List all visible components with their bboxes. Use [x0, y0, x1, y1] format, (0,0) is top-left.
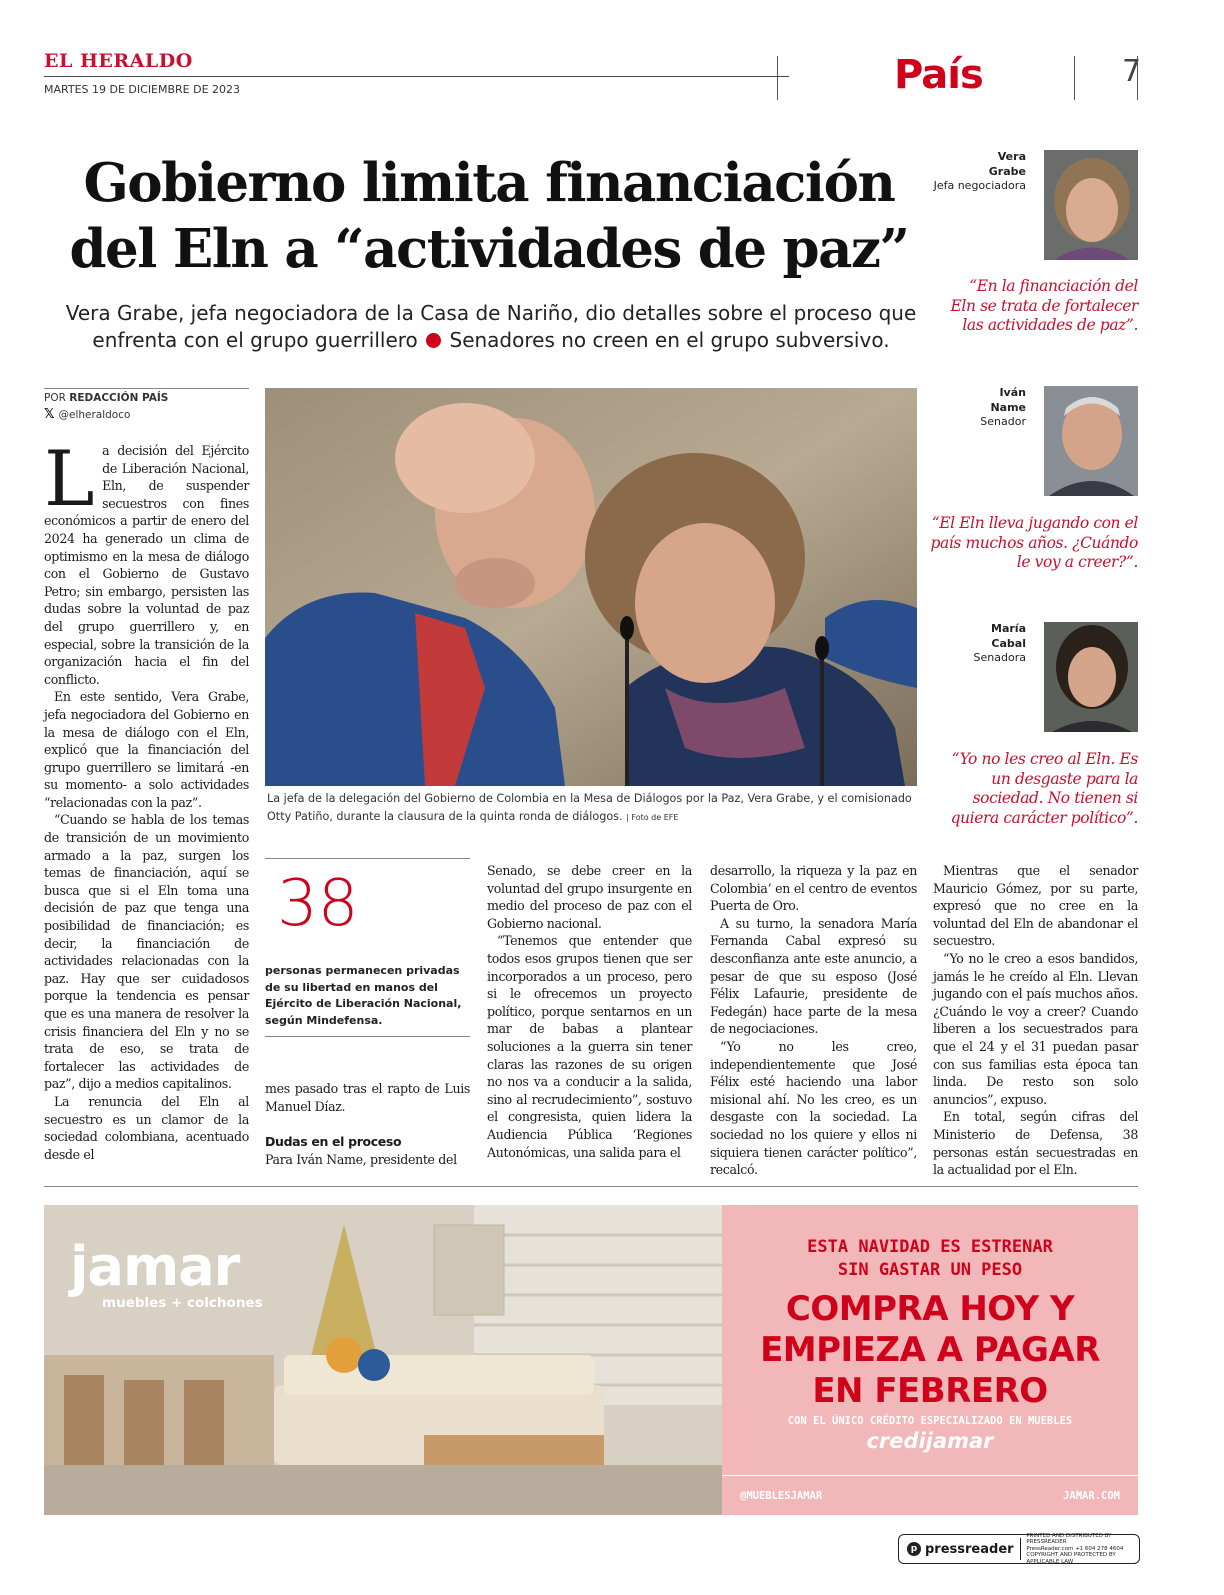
byline-author: REDACCIÓN PAÍS: [69, 392, 169, 404]
ad-social-handle[interactable]: @MUEBLESJAMAR: [740, 1490, 823, 1502]
pull-quote: “Yo no les creo al Eln. Es un desgaste para la sociedad. No tienen si quiera carácter político”.: [950, 750, 1138, 827]
pull-quote: “El Eln lleva jugando con el país muchos años. ¿Cuándo le voy a creer?”.: [930, 514, 1138, 571]
paragraph: mes pasado tras el rapto de Luis Manuel Díaz.: [265, 1081, 470, 1114]
paragraph: La renuncia del Eln al secuestro es un clamor de la sociedad colombiana, acentuado desde el: [44, 1093, 249, 1162]
paragraph: En total, según cifras del Ministerio de Defensa, 38 personas están secuestradas en la actualidad por el Eln.: [933, 1109, 1138, 1178]
profile-name: [934, 150, 1026, 194]
pressreader-logo: [907, 1542, 1014, 1557]
section-rule: [44, 1186, 1138, 1187]
profile-first-name: Vera: [997, 150, 1026, 163]
masthead-divider: [1137, 56, 1138, 100]
portrait-photo: [1044, 386, 1138, 496]
paragraph: En este sentido, Vera Grabe, jefa negociadora del Gobierno en la mesa de diálogo con el Eln, explicó que la financiación del grupo guerrillero se limitará -en su momento- a solo actividades “relacionadas con la paz”.: [44, 689, 249, 810]
masthead-divider: [1074, 56, 1075, 100]
photo-caption: La jefa de la delegación del Gobierno de Colombia en la Mesa de Diálogos por la Paz, Vera Grabe, y el comisionado Otty Patiño, durante la clausura de la quinta ronda de diálogos. | Foto de EFE: [267, 792, 912, 823]
pressreader-line: COPYRIGHT AND PROTECTED BY APPLICABLE LAW: [1026, 1552, 1116, 1565]
ad-image: [44, 1205, 722, 1515]
byline: [44, 388, 249, 422]
profile-name: [974, 622, 1026, 666]
main-photo: [265, 388, 917, 786]
profile-name: [980, 386, 1026, 430]
profile-last-name: Name: [990, 400, 1026, 414]
deck: [36, 300, 946, 354]
fact-number: 38: [277, 867, 359, 941]
credijamar-logo: credijamar: [866, 1429, 994, 1453]
paragraph: “Yo no le creo a esos bandidos, jamás le he creído al Eln. Llevan jugando con el país muchos años. ¿Cuándo le voy a creer? Cuando liberen a los secuestrados para que el 24 y el 31 puedan pasar con sus familias esta época tan linda. De resto son solo anuncios”, expuso.: [933, 950, 1138, 1107]
fact-box: [265, 858, 470, 1029]
ad-line: SIN GASTAR UN PESO: [837, 1260, 1023, 1280]
paragraph: Senado, se debe creer en la voluntad del grupo insurgente en medio del proceso de paz con el Gobierno nacional.: [487, 863, 692, 931]
ad-line: ESTA NAVIDAD ES ESTRENAR: [807, 1237, 1053, 1257]
masthead: [44, 50, 1164, 102]
section-name: País: [894, 52, 983, 98]
page-number: 7: [1122, 54, 1142, 89]
ad-headline: EN FEBRERO: [812, 1371, 1048, 1411]
article-column-2: [265, 1080, 470, 1168]
portrait-photo: [1044, 622, 1138, 732]
byline-prefix: POR: [44, 392, 66, 404]
ad-message-panel: [722, 1205, 1138, 1515]
paragraph: Para Iván Name, presidente del: [265, 1151, 457, 1167]
pressreader-p-icon: p: [907, 1542, 921, 1556]
article-column-1: [44, 434, 249, 1163]
pressreader-wordmark: pressreader: [925, 1541, 1014, 1557]
profile-role: Jefa negociadora: [933, 179, 1026, 192]
article-column-5: [933, 862, 1138, 1179]
article-column-4: [710, 862, 917, 1179]
divider: [1020, 1538, 1021, 1560]
profile-role: Senador: [980, 415, 1026, 428]
pressreader-line: PRINTED AND DISTRIBUTED BY PRESSREADER: [1026, 1532, 1112, 1546]
drop-cap: L: [44, 434, 95, 523]
deck-text: Vera Grabe, jefa negociadora de la Casa de Nariño, dio detalles sobre el proceso que enfrenta con el grupo guerrillero: [65, 301, 917, 352]
fact-box-rule: [265, 1036, 470, 1037]
paragraph-text: a decisión del Ejército de Liberación Nacional, Eln, de suspender secuestros con fines económicos a partir de enero del 2024 ha generado un clima de optimismo en la mesa de diálogo con el Gobierno de Gustavo Petro; sin embargo, persisten las dudas sobre la voluntad de paz del grupo guerrillero y, en especial, sobre la transición de la organización hacia el fin del conflicto.: [44, 443, 249, 687]
pressreader-notice: [1026, 1533, 1139, 1566]
subheading: Dudas en el proceso: [265, 1134, 402, 1150]
profile-last-name: Grabe: [988, 164, 1026, 178]
pressreader-line: PressReader.com +1 604 278 4604: [1026, 1545, 1124, 1552]
masthead-divider: [777, 56, 778, 100]
bullet-dot-icon: [426, 333, 441, 348]
social-handle[interactable]: @elheraldoco: [58, 408, 131, 421]
photo-illustration: [265, 388, 917, 786]
ad-headline: EMPIEZA A PAGAR: [760, 1330, 1100, 1370]
ad-fineprint: CON EL ÚNICO CRÉDITO ESPECIALIZADO EN MUEBLES: [787, 1415, 1073, 1427]
paragraph: Mientras que el senador Mauricio Gómez, por su parte, expresó que no cree en la voluntad del Eln de abandonar el secuestro.: [933, 863, 1138, 949]
paragraph: A su turno, la senadora María Fernanda Cabal expresó su desconfianza ante este anuncio, a pesar de que su esposo (José Félix Lafaurie, presidente de Fedegán) hace parte de la mesa de negociaciones.: [710, 915, 917, 1037]
pressreader-badge[interactable]: [898, 1534, 1140, 1564]
headline-line: del Eln a “actividades de paz”: [69, 218, 909, 280]
article-column-3: [487, 862, 692, 1161]
pull-quote: “En la financiación del Eln se trata de fortalecer las actividades de paz”.: [950, 277, 1138, 334]
jamar-tagline: muebles + colchones: [102, 1295, 263, 1311]
portrait-illustration: [1044, 150, 1138, 260]
deck-text: Senadores no creen en el grupo subversivo.: [449, 328, 890, 352]
profile-role: Senadora: [973, 651, 1026, 664]
photo-credit: Foto de EFE: [631, 813, 679, 822]
ad-website[interactable]: JAMAR.COM: [1063, 1490, 1120, 1502]
portrait-illustration: [1044, 386, 1138, 496]
profile-last-name: Cabal: [991, 636, 1026, 650]
fact-text: personas permanecen privadas de su libertad en manos del Ejército de Liberación Nacional, según Mindefensa.: [265, 964, 462, 1027]
portrait-illustration: [1044, 622, 1138, 732]
masthead-rule: [44, 76, 789, 77]
paragraph: [44, 434, 249, 688]
paragraph: “Cuando se habla de los temas de transición de un movimiento armado a la paz, surgen los temas de financiación, aquí se busca que si el Eln toma una decisión de paz que tenga una posibilidad de financiación; es decir, la financiación de actividades relacionadas con la paz. Hay que ser cuidadosos porque la tendencia es pensar que es una manera de resolver la crisis financiera del Eln y no se trata de eso, se trata de fortalecer las actividades de paz”, dijo a medios capitalinos.: [44, 812, 249, 1092]
paragraph: “Tenemos que entender que todos esos grupos tienen que ser incorporados a un proceso, pero si le ofrecemos un proyecto político, porque sentarnos en un mar de babas a plantear soluciones a la guerra sin tener claras las razones de su origen no nos va a conducir a la salida, sino al recrudecimiento”, sostuvo el congresista, quien lidera la Audiencia Pública ‘Regiones Autonómicas, una salida para el: [487, 933, 692, 1160]
paragraph: “Yo no les creo, independientemente que José Félix esté haciendo una labor misional ahí. No les creo, es un desgaste con la sociedad. La sociedad no los quiere y ellos ni siquiera tienen carácter político”, recalcó.: [710, 1038, 917, 1178]
profile-first-name: María: [991, 622, 1026, 635]
paragraph: desarrollo, la riqueza y la paz en Colombia’ en el centro de eventos Puerta de Oro.: [710, 863, 917, 914]
x-logo-icon: 𝕏: [44, 407, 55, 422]
headline: [44, 150, 934, 282]
headline-line: Gobierno limita financiación: [83, 152, 895, 214]
ad-footer: [722, 1475, 1138, 1515]
issue-date: MARTES 19 DE DICIEMBRE DE 2023: [44, 83, 241, 96]
advertisement[interactable]: [44, 1205, 1138, 1515]
portrait-photo: [1044, 150, 1138, 260]
jamar-logo: jamar: [70, 1235, 240, 1298]
newspaper-brand: EL HERALDO: [44, 50, 193, 72]
ad-headline: COMPRA HOY Y: [785, 1289, 1075, 1329]
profile-first-name: Iván: [999, 386, 1026, 399]
caption-text: La jefa de la delegación del Gobierno de Colombia en la Mesa de Diálogos por la Paz, Vera Grabe, y el comisionado Otty Patiño, durante la clausura de la quinta ronda de diálogos.: [267, 792, 912, 823]
